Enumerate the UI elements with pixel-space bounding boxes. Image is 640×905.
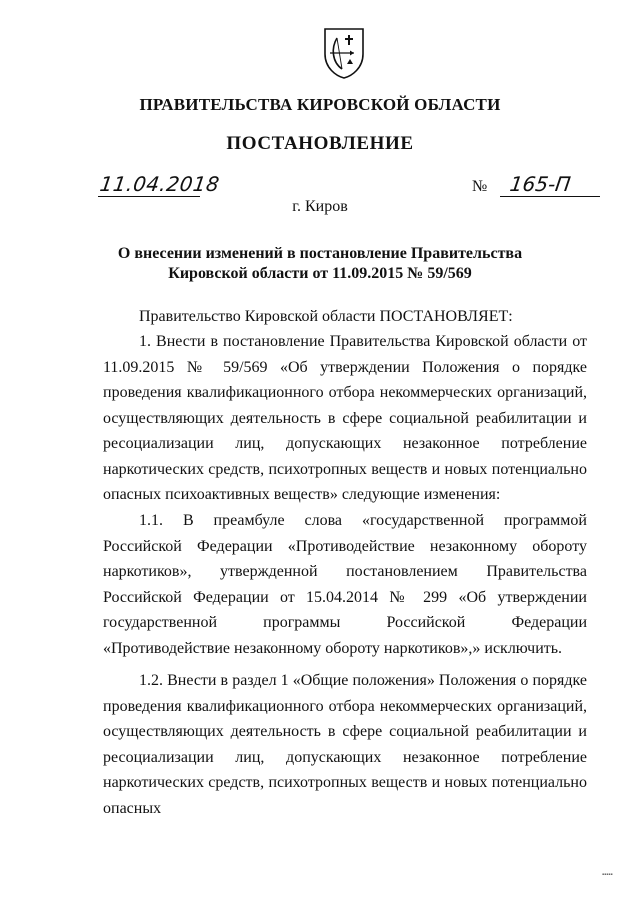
document-number: 165-П (508, 172, 573, 196)
document-date: 11.04.2018 (98, 172, 222, 196)
subject-line-1: О внесении изменений в постановление Правительства (117, 245, 523, 262)
scan-mark: ▪▪▪▪▪ (602, 872, 613, 878)
resolution-intro (103, 304, 587, 330)
document-subject (0, 244, 640, 284)
paragraph-1-text: 1. Внести в постановление Правительства Кировской области от 11.09.2015 № 59/569 «Об утверждении Положения о порядке проведения квалификационного отбора некоммерческих организаций, осуществляющих деятельность в сфере социальной реабилитации и ресоциализации лиц, допускающих незаконное потребление наркотических средств, психотропных веществ и новых потенциально опасных психоактивных веществ» следующие изменения: (103, 333, 587, 503)
city-label: г. Киров (292, 198, 348, 215)
number-underline (500, 196, 600, 197)
paragraph-1-1 (103, 508, 587, 661)
paragraph-1-2-text: 1.2. Внести в раздел 1 «Общие положения» Положения о порядке проведения квалификационного отбора некоммерческих организаций, осуществляющих деятельность в сфере социальной реабилитации и ресоциализации лиц, допускающих незаконное потребление наркотических средств, психотропных веществ и новых потенциально опасных (103, 672, 587, 817)
government-title: ПРАВИТЕЛЬСТВА КИРОВСКОЙ ОБЛАСТИ (139, 95, 501, 114)
paragraph-1-1-text: 1.1. В преамбуле слова «государственной программой Российской Федерации «Противодействие незаконному обороту наркотиков», утвержденной постановлением Правительства Российской Федерации от 15.04.2014 № 299 «Об утверждении государственной программы Российской Федерации «Противодействие незаконному обороту наркотиков»,» исключить. (103, 512, 587, 657)
paragraph-1-2 (103, 668, 587, 821)
intro-text: Правительство Кировской области ПОСТАНОВЛЯЕТ: (139, 308, 513, 325)
coat-of-arms-icon (322, 26, 366, 80)
subject-line-2: Кировской области от 11.09.2015 № 59/569 (168, 265, 472, 282)
document-type-title: ПОСТАНОВЛЕНИЕ (226, 133, 414, 154)
date-underline (98, 196, 200, 197)
number-sign: № (472, 178, 488, 195)
paragraph-1 (103, 329, 587, 508)
